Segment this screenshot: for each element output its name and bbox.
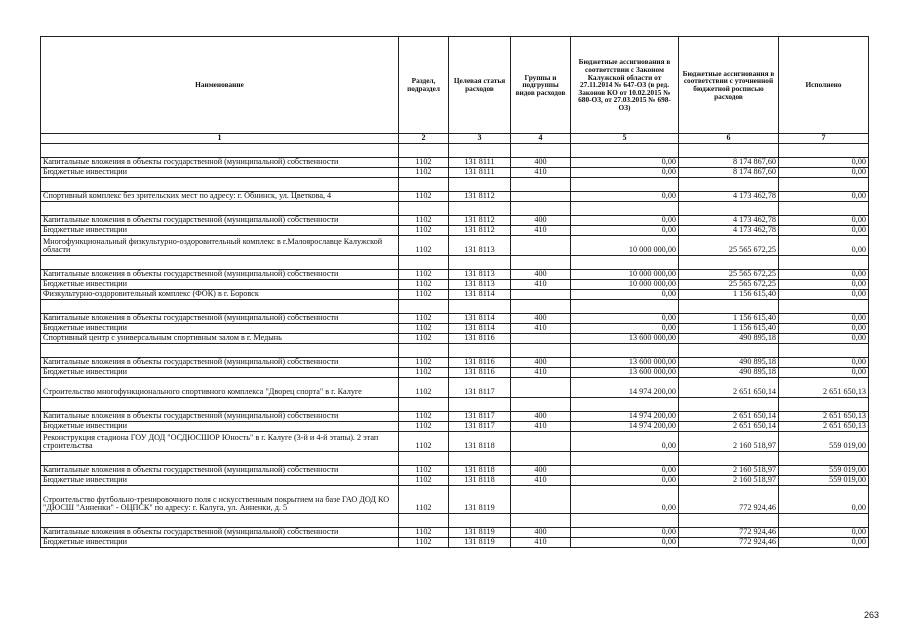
spacer-cell xyxy=(41,514,399,528)
cell-name: Капитальные вложения в объекты государственной (муниципальной) собственности xyxy=(41,466,399,476)
spacer-cell xyxy=(571,178,679,192)
spacer-cell xyxy=(511,344,571,358)
cell-refined: 4 173 462,78 xyxy=(679,192,779,202)
spacer-cell xyxy=(511,452,571,466)
cell-group: 400 xyxy=(511,466,571,476)
column-number: 1 xyxy=(41,134,399,144)
cell-name: Капитальные вложения в объекты государственной (муниципальной) собственности xyxy=(41,528,399,538)
table-row xyxy=(41,324,869,334)
cell-target: 131 8111 xyxy=(449,158,511,168)
spacer-cell xyxy=(41,178,399,192)
spacer-cell xyxy=(511,256,571,270)
cell-executed: 0,00 xyxy=(779,314,869,324)
spacer-cell xyxy=(511,178,571,192)
cell-section: 1102 xyxy=(399,314,449,324)
cell-target: 131 8118 xyxy=(449,476,511,486)
cell-name: Реконструкция стадиона ГОУ ДОД "ОСДЮСШОР Юность" в г. Калуге (3-й и 4-й этапы). 2 этап строительства xyxy=(41,432,399,452)
cell-name: Бюджетные инвестиции xyxy=(41,538,399,548)
cell-section: 1102 xyxy=(399,538,449,548)
header-law: Бюджетные ассигнования в соответствии с Законом Калужской области от 27.11.2014 № 647-ОЗ (в ред. Законов КО от 10.02.2015 № 680-ОЗ, от 27.03.2015 № 698-ОЗ) xyxy=(571,37,679,134)
cell-law: 13 600 000,00 xyxy=(571,358,679,368)
cell-law: 14 974 200,00 xyxy=(571,378,679,398)
table-row xyxy=(41,216,869,226)
cell-refined: 772 924,46 xyxy=(679,538,779,548)
spacer-cell xyxy=(679,344,779,358)
column-number: 7 xyxy=(779,134,869,144)
cell-refined: 25 565 672,25 xyxy=(679,270,779,280)
cell-target: 131 8111 xyxy=(449,168,511,178)
cell-law: 10 000 000,00 xyxy=(571,270,679,280)
cell-section: 1102 xyxy=(399,528,449,538)
spacer-cell xyxy=(41,144,399,158)
table-row xyxy=(41,358,869,368)
cell-refined: 490 895,18 xyxy=(679,358,779,368)
cell-refined: 8 174 867,60 xyxy=(679,158,779,168)
cell-law: 14 974 200,00 xyxy=(571,422,679,432)
table-row xyxy=(41,412,869,422)
spacer-cell xyxy=(449,344,511,358)
cell-executed: 559 019,00 xyxy=(779,476,869,486)
row-spacer xyxy=(41,256,869,270)
cell-section: 1102 xyxy=(399,324,449,334)
spacer-cell xyxy=(779,178,869,192)
cell-group xyxy=(511,192,571,202)
cell-name: Бюджетные инвестиции xyxy=(41,476,399,486)
spacer-cell xyxy=(449,202,511,216)
cell-target: 131 8116 xyxy=(449,358,511,368)
column-number: 4 xyxy=(511,134,571,144)
cell-refined: 1 156 615,40 xyxy=(679,314,779,324)
cell-group: 410 xyxy=(511,168,571,178)
row-spacer xyxy=(41,398,869,412)
cell-law: 0,00 xyxy=(571,192,679,202)
spacer-cell xyxy=(779,452,869,466)
table-row xyxy=(41,538,869,548)
cell-refined: 2 160 518,97 xyxy=(679,432,779,452)
cell-section: 1102 xyxy=(399,412,449,422)
cell-name: Капитальные вложения в объекты государственной (муниципальной) собственности xyxy=(41,158,399,168)
cell-executed: 0,00 xyxy=(779,216,869,226)
cell-name: Капитальные вложения в объекты государственной (муниципальной) собственности xyxy=(41,358,399,368)
cell-target: 131 8119 xyxy=(449,528,511,538)
cell-law: 0,00 xyxy=(571,486,679,514)
cell-section: 1102 xyxy=(399,192,449,202)
cell-section: 1102 xyxy=(399,422,449,432)
header-section: Раздел, подраздел xyxy=(399,37,449,134)
cell-group: 400 xyxy=(511,270,571,280)
spacer-cell xyxy=(399,398,449,412)
cell-executed: 2 651 650,13 xyxy=(779,378,869,398)
spacer-cell xyxy=(571,256,679,270)
cell-law: 13 600 000,00 xyxy=(571,368,679,378)
cell-group: 400 xyxy=(511,216,571,226)
cell-target: 131 8116 xyxy=(449,334,511,344)
cell-group: 410 xyxy=(511,324,571,334)
spacer-cell xyxy=(679,144,779,158)
spacer-cell xyxy=(571,452,679,466)
spacer-cell xyxy=(571,144,679,158)
spacer-cell xyxy=(449,144,511,158)
column-number: 5 xyxy=(571,134,679,144)
spacer-cell xyxy=(399,178,449,192)
cell-group: 410 xyxy=(511,226,571,236)
spacer-cell xyxy=(779,202,869,216)
spacer-cell xyxy=(41,300,399,314)
cell-section: 1102 xyxy=(399,270,449,280)
cell-section: 1102 xyxy=(399,486,449,514)
cell-group: 400 xyxy=(511,412,571,422)
cell-executed: 0,00 xyxy=(779,334,869,344)
cell-law: 0,00 xyxy=(571,158,679,168)
cell-group: 400 xyxy=(511,158,571,168)
spacer-cell xyxy=(399,144,449,158)
spacer-cell xyxy=(449,398,511,412)
spacer-cell xyxy=(399,514,449,528)
cell-executed: 2 651 650,13 xyxy=(779,422,869,432)
cell-group: 410 xyxy=(511,538,571,548)
cell-name: Капитальные вложения в объекты государственной (муниципальной) собственности xyxy=(41,216,399,226)
table-row xyxy=(41,528,869,538)
cell-executed: 0,00 xyxy=(779,324,869,334)
cell-refined: 25 565 672,25 xyxy=(679,280,779,290)
row-spacer xyxy=(41,144,869,158)
spacer-cell xyxy=(399,344,449,358)
cell-law: 0,00 xyxy=(571,314,679,324)
spacer-cell xyxy=(779,344,869,358)
spacer-cell xyxy=(399,300,449,314)
table-row xyxy=(41,314,869,324)
spacer-cell xyxy=(41,256,399,270)
header-name: Наименование xyxy=(41,37,399,134)
spacer-cell xyxy=(571,344,679,358)
table-row xyxy=(41,422,869,432)
cell-group xyxy=(511,236,571,256)
cell-name: Спортивный центр с универсальным спортивным залом в г. Медынь xyxy=(41,334,399,344)
cell-target: 131 8114 xyxy=(449,314,511,324)
cell-target: 131 8112 xyxy=(449,192,511,202)
cell-executed: 0,00 xyxy=(779,368,869,378)
cell-group xyxy=(511,378,571,398)
row-spacer xyxy=(41,452,869,466)
cell-name: Бюджетные инвестиции xyxy=(41,422,399,432)
spacer-cell xyxy=(399,256,449,270)
cell-law: 0,00 xyxy=(571,226,679,236)
table-row xyxy=(41,334,869,344)
cell-section: 1102 xyxy=(399,466,449,476)
cell-section: 1102 xyxy=(399,236,449,256)
cell-name: Капитальные вложения в объекты государственной (муниципальной) собственности xyxy=(41,412,399,422)
page-number: 263 xyxy=(863,610,879,620)
cell-name: Бюджетные инвестиции xyxy=(41,368,399,378)
cell-target: 131 8118 xyxy=(449,432,511,452)
cell-name: Бюджетные инвестиции xyxy=(41,226,399,236)
cell-section: 1102 xyxy=(399,226,449,236)
cell-refined: 772 924,46 xyxy=(679,528,779,538)
table-row xyxy=(41,378,869,398)
cell-section: 1102 xyxy=(399,432,449,452)
header-refined: Бюджетные ассигнования в соответствии с уточненной бюджетной росписью расходов xyxy=(679,37,779,134)
cell-target: 131 8117 xyxy=(449,422,511,432)
cell-section: 1102 xyxy=(399,158,449,168)
row-spacer xyxy=(41,202,869,216)
cell-refined: 2 651 650,14 xyxy=(679,378,779,398)
cell-executed: 0,00 xyxy=(779,358,869,368)
cell-executed: 0,00 xyxy=(779,158,869,168)
row-spacer xyxy=(41,300,869,314)
cell-executed: 0,00 xyxy=(779,290,869,300)
budget-table xyxy=(40,36,869,548)
column-number: 3 xyxy=(449,134,511,144)
spacer-cell xyxy=(41,452,399,466)
spacer-cell xyxy=(41,344,399,358)
spacer-cell xyxy=(511,300,571,314)
row-spacer xyxy=(41,514,869,528)
spacer-cell xyxy=(779,398,869,412)
header-groups: Группы и подгруппы видов расходов xyxy=(511,37,571,134)
cell-law: 0,00 xyxy=(571,476,679,486)
cell-law: 10 000 000,00 xyxy=(571,280,679,290)
table-row xyxy=(41,280,869,290)
cell-group: 410 xyxy=(511,280,571,290)
spacer-cell xyxy=(511,398,571,412)
table-row xyxy=(41,236,869,256)
table-row xyxy=(41,192,869,202)
spacer-cell xyxy=(779,514,869,528)
spacer-cell xyxy=(41,398,399,412)
row-spacer xyxy=(41,178,869,192)
cell-law: 0,00 xyxy=(571,216,679,226)
cell-group: 400 xyxy=(511,358,571,368)
cell-law: 0,00 xyxy=(571,466,679,476)
cell-group xyxy=(511,486,571,514)
spacer-cell xyxy=(399,452,449,466)
cell-section: 1102 xyxy=(399,358,449,368)
spacer-cell xyxy=(449,514,511,528)
cell-group xyxy=(511,432,571,452)
cell-executed: 0,00 xyxy=(779,538,869,548)
cell-refined: 2 651 650,14 xyxy=(679,412,779,422)
cell-target: 131 8116 xyxy=(449,368,511,378)
cell-group: 410 xyxy=(511,368,571,378)
cell-target: 131 8119 xyxy=(449,538,511,548)
table-row xyxy=(41,168,869,178)
cell-name: Бюджетные инвестиции xyxy=(41,168,399,178)
cell-executed: 0,00 xyxy=(779,486,869,514)
cell-name: Капитальные вложения в объекты государственной (муниципальной) собственности xyxy=(41,314,399,324)
spacer-cell xyxy=(779,300,869,314)
spacer-cell xyxy=(679,398,779,412)
table-row xyxy=(41,368,869,378)
cell-name: Физкультурно-оздоровительный комплекс (ФОК) в г. Боровск xyxy=(41,290,399,300)
cell-refined: 490 895,18 xyxy=(679,368,779,378)
table-row xyxy=(41,290,869,300)
spacer-cell xyxy=(779,256,869,270)
cell-executed: 0,00 xyxy=(779,270,869,280)
cell-executed: 0,00 xyxy=(779,168,869,178)
cell-law: 10 000 000,00 xyxy=(571,236,679,256)
cell-section: 1102 xyxy=(399,216,449,226)
cell-executed: 0,00 xyxy=(779,236,869,256)
cell-target: 131 8119 xyxy=(449,486,511,514)
cell-refined: 490 895,18 xyxy=(679,334,779,344)
cell-name: Капитальные вложения в объекты государственной (муниципальной) собственности xyxy=(41,270,399,280)
cell-group: 400 xyxy=(511,314,571,324)
cell-executed: 559 019,00 xyxy=(779,432,869,452)
cell-section: 1102 xyxy=(399,168,449,178)
cell-law: 0,00 xyxy=(571,432,679,452)
spacer-cell xyxy=(679,178,779,192)
cell-law: 13 600 000,00 xyxy=(571,334,679,344)
cell-name: Бюджетные инвестиции xyxy=(41,324,399,334)
cell-target: 131 8117 xyxy=(449,412,511,422)
spacer-cell xyxy=(511,514,571,528)
cell-target: 131 8113 xyxy=(449,280,511,290)
cell-executed: 0,00 xyxy=(779,280,869,290)
cell-group xyxy=(511,290,571,300)
cell-name: Строительство футбольно-тренировочного поля с искусственным покрытием на базе ГАО ДОД КО "ДЮСШ "Анненки" - ОЦПСК" по адресу: г. Калуга, ул. Анненки, д. 5 xyxy=(41,486,399,514)
cell-name: Многофункциональный физкультурно-оздоровительный комплекс в г.Малоярославце Калужской области xyxy=(41,236,399,256)
cell-law: 0,00 xyxy=(571,290,679,300)
cell-law: 0,00 xyxy=(571,324,679,334)
spacer-cell xyxy=(511,202,571,216)
cell-refined: 2 160 518,97 xyxy=(679,466,779,476)
cell-refined: 2 160 518,97 xyxy=(679,476,779,486)
cell-target: 131 8118 xyxy=(449,466,511,476)
cell-name: Спортивный комплекс без зрительских мест по адресу: г. Обнинск, ул. Цветкова, 4 xyxy=(41,192,399,202)
spacer-cell xyxy=(449,452,511,466)
cell-executed: 0,00 xyxy=(779,226,869,236)
table-row xyxy=(41,476,869,486)
cell-law: 0,00 xyxy=(571,168,679,178)
cell-executed: 0,00 xyxy=(779,192,869,202)
header-target: Целевая статья расходов xyxy=(449,37,511,134)
row-spacer xyxy=(41,344,869,358)
spacer-cell xyxy=(449,300,511,314)
cell-target: 131 8114 xyxy=(449,324,511,334)
cell-section: 1102 xyxy=(399,280,449,290)
cell-refined: 2 651 650,14 xyxy=(679,422,779,432)
spacer-cell xyxy=(571,300,679,314)
cell-target: 131 8117 xyxy=(449,378,511,398)
header-executed: Исполнено xyxy=(779,37,869,134)
table-row xyxy=(41,432,869,452)
cell-section: 1102 xyxy=(399,334,449,344)
spacer-cell xyxy=(449,178,511,192)
cell-executed: 559 019,00 xyxy=(779,466,869,476)
spacer-cell xyxy=(679,452,779,466)
cell-law: 0,00 xyxy=(571,528,679,538)
cell-executed: 0,00 xyxy=(779,528,869,538)
spacer-cell xyxy=(571,202,679,216)
cell-section: 1102 xyxy=(399,378,449,398)
spacer-cell xyxy=(449,256,511,270)
cell-section: 1102 xyxy=(399,368,449,378)
cell-name: Строительство многофункционального спортивного комплекса "Дворец спорта" в г. Калуге xyxy=(41,378,399,398)
table-row xyxy=(41,270,869,280)
cell-target: 131 8112 xyxy=(449,216,511,226)
spacer-cell xyxy=(779,144,869,158)
cell-refined: 1 156 615,40 xyxy=(679,290,779,300)
table-row xyxy=(41,226,869,236)
column-number-row xyxy=(41,134,869,144)
cell-refined: 4 173 462,78 xyxy=(679,216,779,226)
cell-group: 410 xyxy=(511,422,571,432)
cell-target: 131 8114 xyxy=(449,290,511,300)
table-body xyxy=(41,144,869,548)
spacer-cell xyxy=(679,514,779,528)
cell-section: 1102 xyxy=(399,476,449,486)
spacer-cell xyxy=(679,256,779,270)
cell-law: 0,00 xyxy=(571,538,679,548)
column-number: 6 xyxy=(679,134,779,144)
cell-refined: 8 174 867,60 xyxy=(679,168,779,178)
spacer-cell xyxy=(41,202,399,216)
cell-section: 1102 xyxy=(399,290,449,300)
cell-target: 131 8113 xyxy=(449,270,511,280)
spacer-cell xyxy=(679,300,779,314)
cell-group: 400 xyxy=(511,528,571,538)
spacer-cell xyxy=(571,514,679,528)
table-row xyxy=(41,158,869,168)
cell-group: 410 xyxy=(511,476,571,486)
cell-law: 14 974 200,00 xyxy=(571,412,679,422)
cell-refined: 772 924,46 xyxy=(679,486,779,514)
cell-executed: 2 651 650,13 xyxy=(779,412,869,422)
header-row xyxy=(41,37,869,134)
cell-group xyxy=(511,334,571,344)
cell-refined: 25 565 672,25 xyxy=(679,236,779,256)
cell-refined: 4 173 462,78 xyxy=(679,226,779,236)
spacer-cell xyxy=(571,398,679,412)
cell-target: 131 8113 xyxy=(449,236,511,256)
cell-target: 131 8112 xyxy=(449,226,511,236)
spacer-cell xyxy=(399,202,449,216)
column-number: 2 xyxy=(399,134,449,144)
table-row xyxy=(41,466,869,476)
spacer-cell xyxy=(511,144,571,158)
cell-refined: 1 156 615,40 xyxy=(679,324,779,334)
cell-name: Бюджетные инвестиции xyxy=(41,280,399,290)
table-row xyxy=(41,486,869,514)
spacer-cell xyxy=(679,202,779,216)
